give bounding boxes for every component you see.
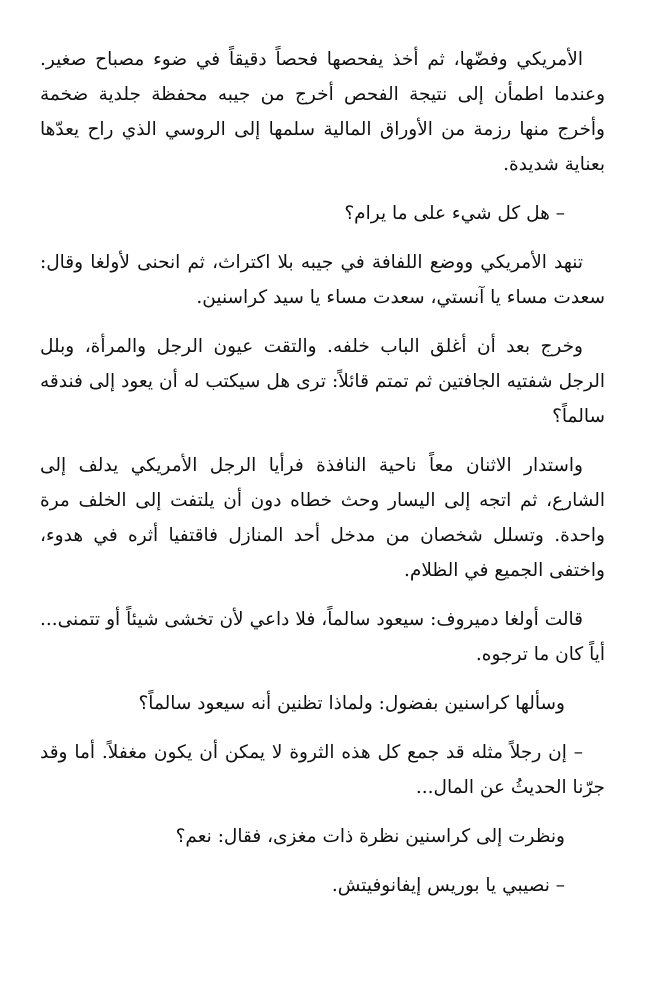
- paragraph-departure: وخرج بعد أن أغلق الباب خلفه. والتقت عيون الرجل والمرأة، وبلل الرجل شفتيه الجافتين ثم تمتم قائلاً: ترى هل سيكتب له أن يعود إلى فندقه سالماً؟: [40, 336, 605, 427]
- paragraph-farewell: تنهد الأمريكي ووضع اللفافة في جيبه بلا اكتراث، ثم انحنى لأولغا وقال: سعدت مساء يا آنستي، سعدت مساء يا سيد كراسنين.: [40, 252, 605, 308]
- paragraph-look: ونظرت إلى كراسنين نظرة ذات مغزى، فقال: نعم؟: [175, 826, 565, 847]
- paragraph-krasnin-question: وسألها كراسنين بفضول: ولماذا تظنين أنه سيعود سالماً؟: [138, 693, 565, 714]
- paragraph-wealth: – إن رجلاً مثله قد جمع كل هذه الثروة لا يمكن أن يكون مغفلاً. أما وقد جرّنا الحديثُ عن المال...: [40, 742, 605, 798]
- paragraph-inspection: الأمريكي وفضّها، ثم أخذ يفحصها فحصاً دقيقاً في ضوء مصباح صغير. وعندما اطمأن إلى نتيجة الفحص أخرج من جيبه محفظة جلدية ضخمة وأخرج منها رزمة من الأوراق المالية سلمها إلى الروسي الذي راح يعدّها بعناية شديدة.: [40, 49, 605, 175]
- paragraph-share: – نصيبي يا بوريس إيفانوفيتش.: [331, 875, 565, 896]
- paragraph-olga-reply: قالت أولغا دميروف: سيعود سالماً، فلا داعي لأن تخشى شيئاً أو تتمنى... أياً كان ما ترجوه.: [40, 609, 605, 665]
- paragraph-window: واستدار الاثنان معاً ناحية النافذة فرأيا الرجل الأمريكي يدلف إلى الشارع، ثم اتجه إلى اليسار وحث خطاه دون أن يلتفت إلى الخلف مرة واحدة. وتسلل شخصان من مدخل أحد المنازل فاقتفيا أثره في هدوء، واختفى الجميع في الظلام.: [40, 455, 605, 581]
- paragraph-question: – هل كل شيء على ما يرام؟: [344, 203, 565, 224]
